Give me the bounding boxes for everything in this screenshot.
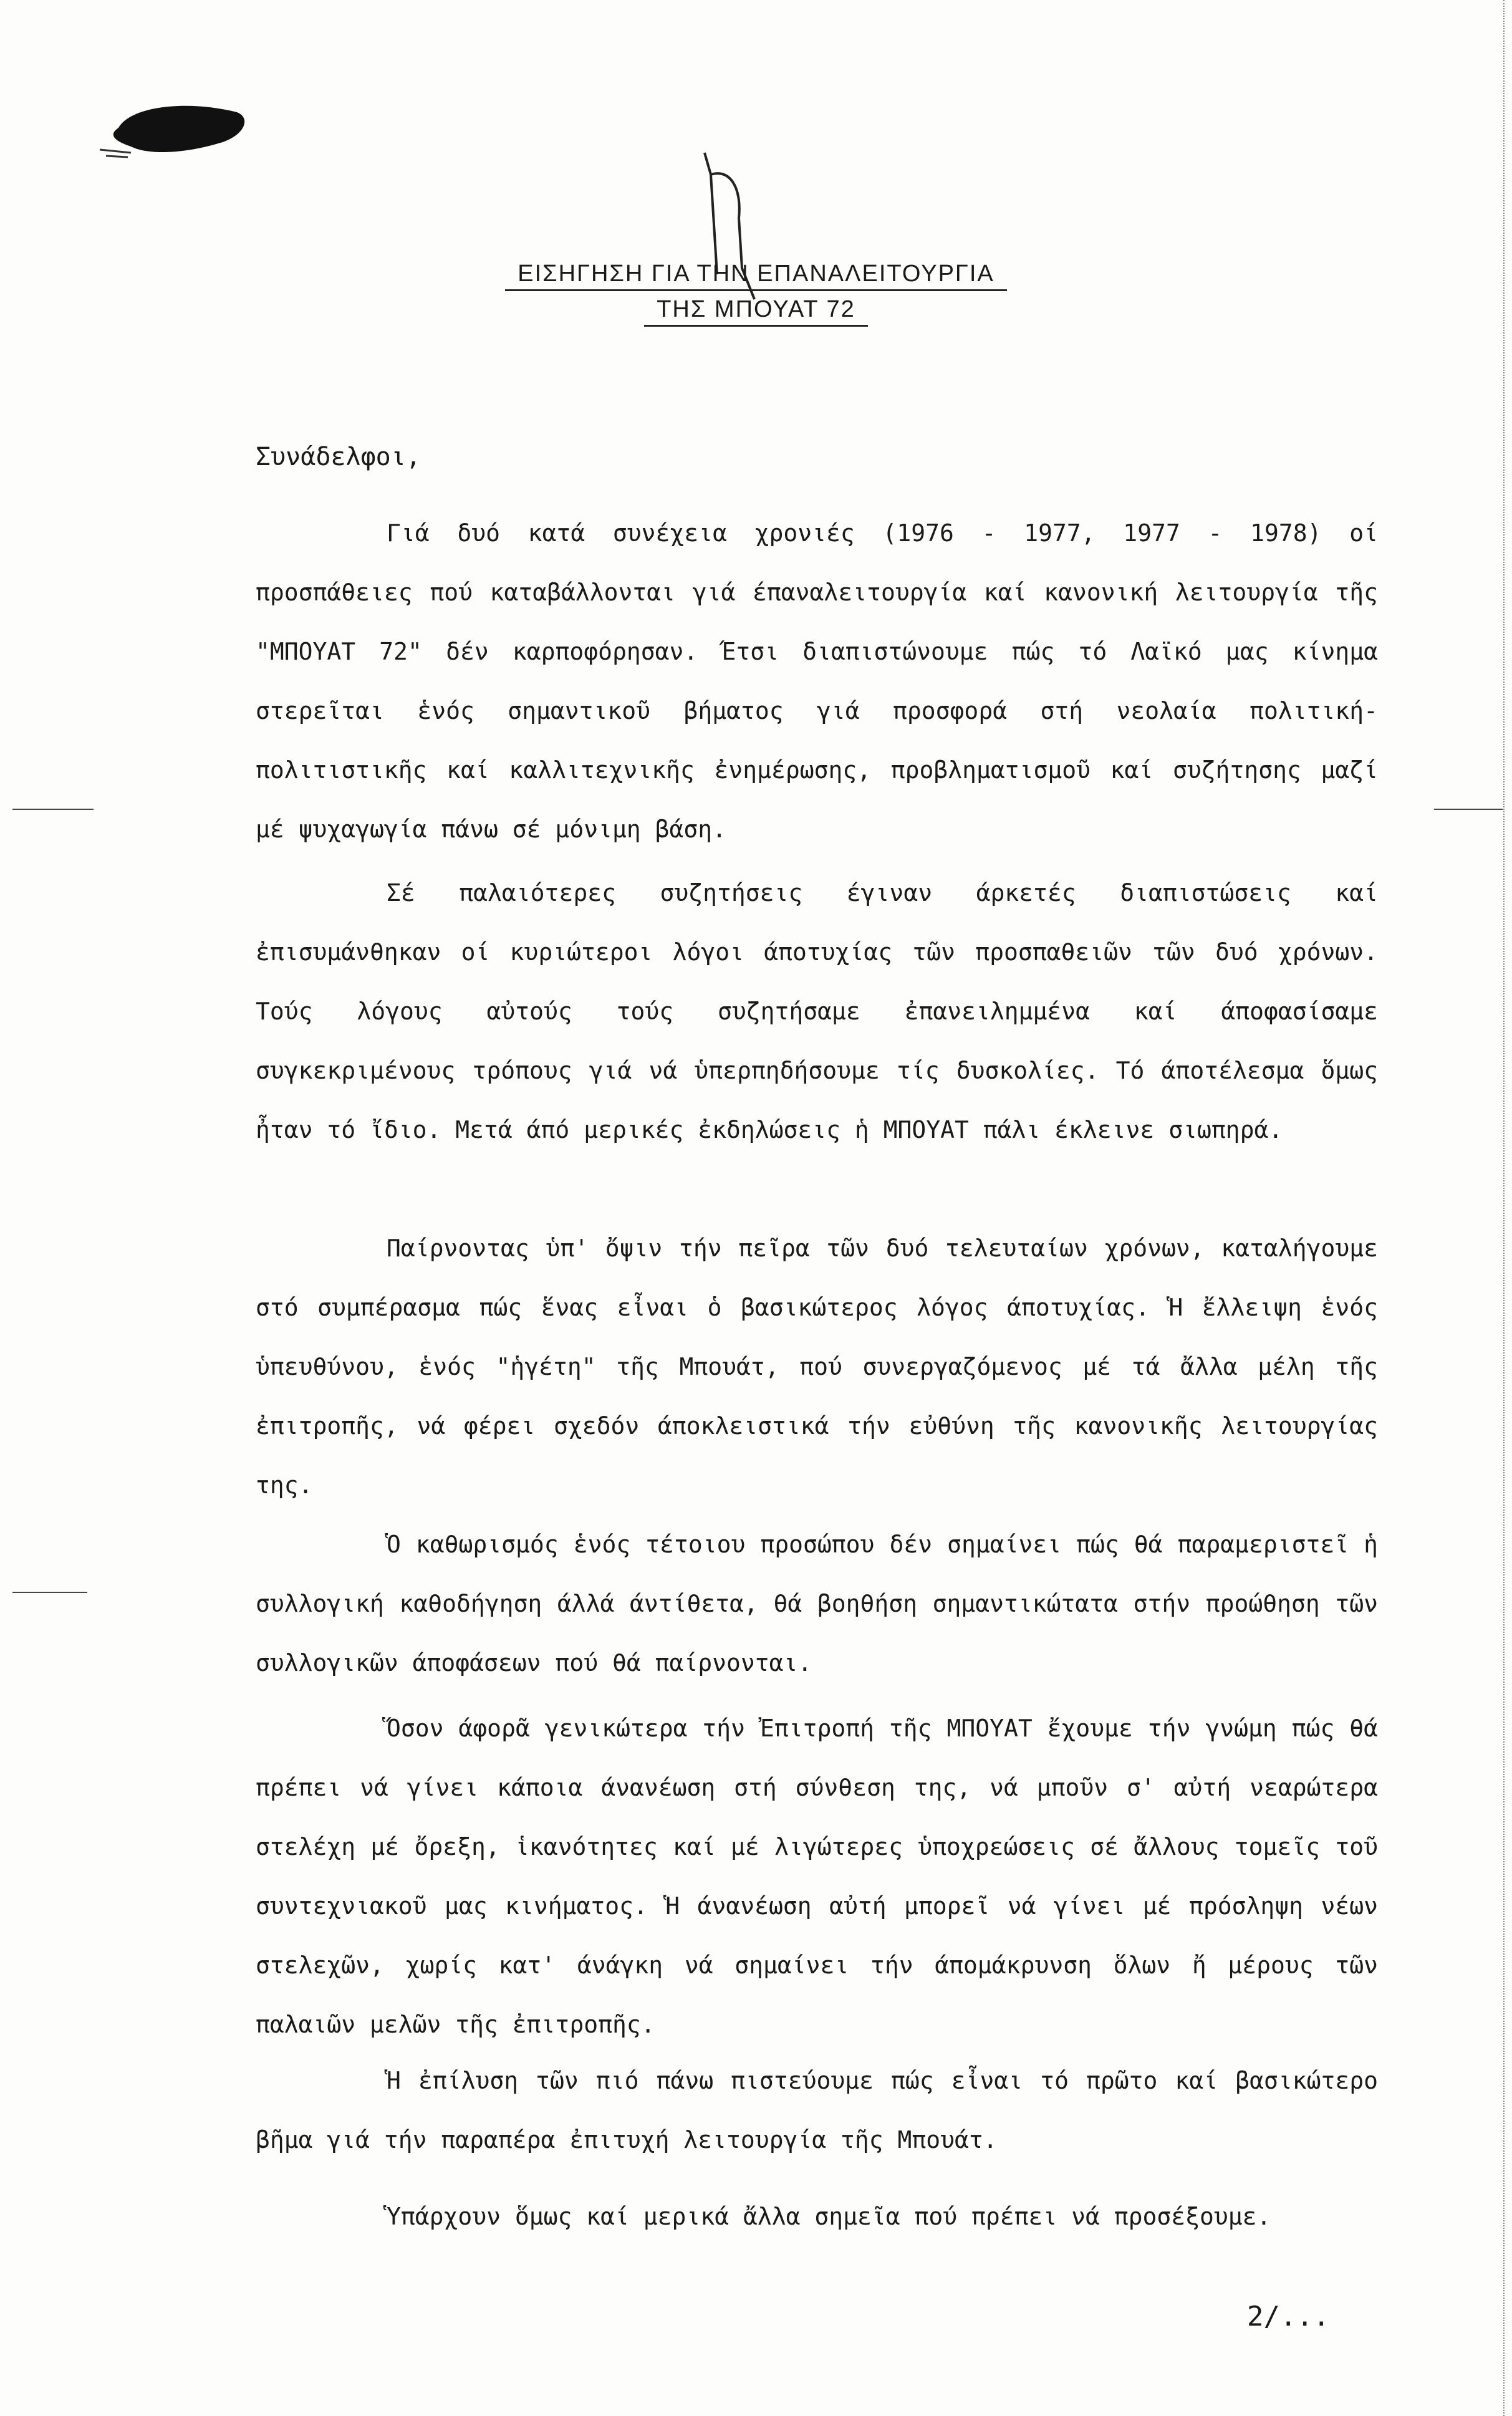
margin-dash-left-1 — [12, 809, 94, 810]
paragraph-7: Ὑπάρχουν ὅμως καί μερικά ἄλλα σημεῖα πού πρέπει νά προσέξουμε. — [387, 2203, 1271, 2230]
paragraph-3: Παίρνοντας ὑπ' ὄψιν τήν πεῖρα τῶν δυό τελευταίων χρόνων, καταλήγουμε στό συμπέρασμα πώς ἕνας εἶναι ὁ βασικώτερος λόγος άποτυχίας. Ἡ ἔλλειψη ἑνός ὑπευθύνου, ἑνός "ἡγέτη" τῆς Μπουάτ, πού συνεργαζόμενος μέ τά ἄλλα μέλη τῆς ἐπιτροπῆς, νά φέρει σχεδόν άποκλειστικά τήν εὐθύνη τῆς κανονικῆς λειτουργίας της. — [256, 1234, 1378, 1499]
paragraph-6: Ἡ ἐπίλυση τῶν πιό πάνω πιστεύουμε πώς εἶναι τό πρῶτο καί βασικώτερο βῆμα γιά τήν παραπέρα ἐπιτυχή λειτουργία τῆς Μπουάτ. — [256, 2067, 1378, 2154]
paragraph-4: Ὁ καθωρισμός ἑνός τέτοιου προσώπου δέν σημαίνει πώς θά παραμεριστεῖ ἡ συλλογική καθοδήγηση άλλά άντίθετα, θά βοηθήση σημαντικώτατα στήν προώθηση τῶν συλλογικῶν άποφάσεων πού θά παίρνονται. — [256, 1531, 1378, 1677]
margin-dash-right-1 — [1434, 809, 1503, 810]
paragraph-2: Σέ παλαιότερες συζητήσεις έγιναν άρκετές διαπιστώσεις καί ἐπισυμάνθηκαν οί κυριώτεροι λόγοι άποτυχίας τῶν προσπαθειῶν τῶν δυό χρόνων. Τούς λόγους αὐτούς τούς συζητήσαμε ἐπανειλημμένα καί άποφασίσαμε συγκεκριμένους τρόπους γιά νά ὑπερπηδήσουμε τίς δυσκολίες. Τό άποτέλεσμα ὅμως ἦταν τό ἴδιο. Μετά άπό μερικές ἐκδηλώσεις ἡ ΜΠΟΥΑΤ πάλι έκλεινε σιωπηρά. — [256, 879, 1378, 1143]
ink-blot-mark — [94, 94, 256, 162]
salutation: Συνάδελφοι, — [256, 443, 421, 471]
page-number: 2/... — [1247, 2301, 1330, 2332]
right-margin-dotted-line — [1502, 0, 1505, 2416]
paragraph-5: Ὅσον άφορᾶ γενικώτερα τήν Ἐπιτροπή τῆς ΜΠΟΥΑΤ ἔχουμε τήν γνώμη πώς θά πρέπει νά γίνει κάποια άνανέωση στή σύνθεση της, νά μποῦν σ' αὐτή νεαρώτερα στελέχη μέ ὄρεξη, ἱκανότητες καί μέ λιγώτερες ὑποχρεώσεις σέ ἄλλους τομεῖς τοῦ συντεχνιακοῦ μας κινήματος. Ἡ άνανέωση αὐτή μπορεῖ νά γίνει μέ πρόσληψη νέων στελεχῶν, χωρίς κατ' άνάγκη νά σημαίνει τήν άπομάκρυνση ὅλων ἤ μέρους τῶν παλαιῶν μελῶν τῆς ἐπιτροπῆς. — [256, 1715, 1378, 2038]
margin-dash-left-2 — [12, 1592, 87, 1593]
paragraph-1: Γιά δυό κατά συνέχεια χρονιές (1976 - 1977, 1977 - 1978) οί προσπάθειες πού καταβάλλονται γιά έπαναλειτουργία καί κανονική λειτουργία τῆς "ΜΠΟΥΑΤ 72" δέν καρποφόρησαν. Έτσι διαπιστώνουμε πώς τό Λαϊκό μας κίνημα στερεῖται ἑνός σημαντικοῦ βήματος γιά προσφορά στή νεολαία πολιτική- πολιτιστικῆς καί καλλιτεχνικῆς ἐνημέρωσης, προβληματισμοῦ καί συζήτησης μαζί μέ ψυχαγωγία πάνω σέ μόνιμη βάση. — [256, 519, 1378, 843]
document-title-line1: ΕΙΣΗΓΗΣΗ ΓΙΑ ΤΗΝ ΕΠΑΝΑΛΕΙΤΟΥΡΓΙΑ — [0, 261, 1512, 287]
document-title-line2: ΤΗΣ ΜΠΟΥΑΤ 72 — [0, 296, 1512, 323]
